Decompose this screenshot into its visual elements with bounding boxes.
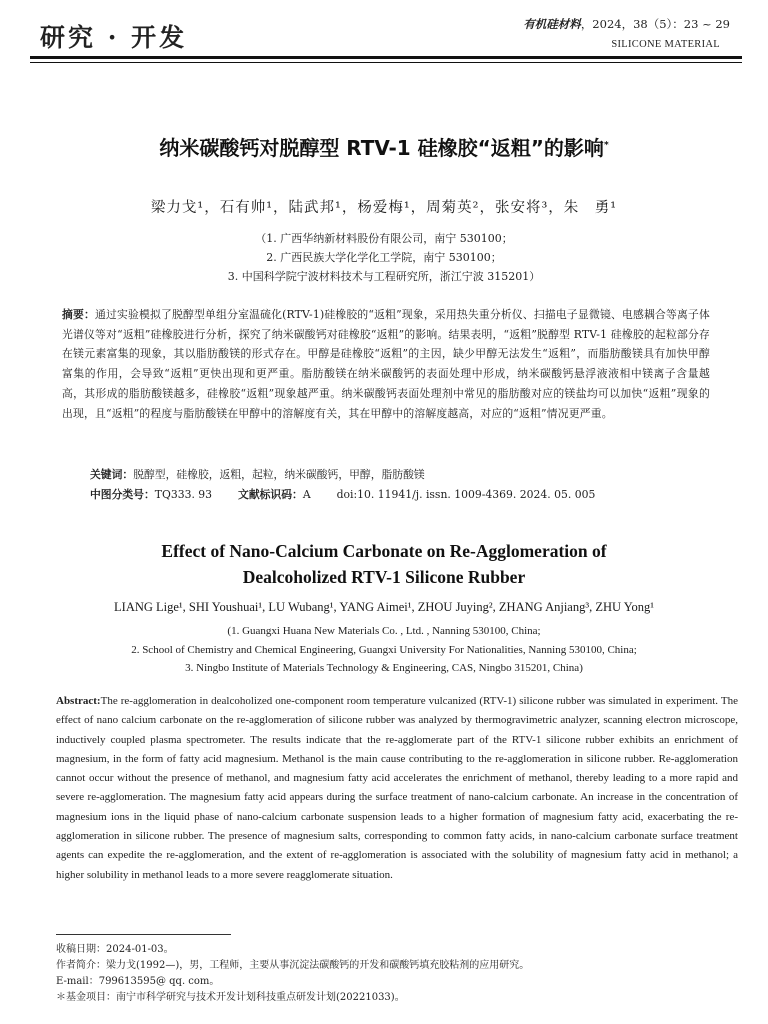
abstract-cn bbox=[62, 305, 710, 423]
section-label: 研究 · 开发 bbox=[40, 23, 188, 52]
footnote-funding: ＊基金项目：南宁市科学研究与技术开发计划科技重点研发计划(20221033)。 bbox=[56, 992, 405, 1003]
authors-cn: 梁力戈¹，石有帅¹，陆武邦¹，杨爱梅¹，周菊英²，张安将³，朱 勇¹ bbox=[150, 200, 618, 216]
journal-citation bbox=[523, 16, 730, 32]
abstract-label-cn: 摘要： bbox=[62, 308, 96, 321]
title-en-line-1: Effect of Nano-Calcium Carbonate on Re-Agglomeration of bbox=[161, 541, 607, 561]
clc-label: 中图分类号： bbox=[90, 488, 155, 501]
abstract-text-cn: 通过实验模拟了脱醇型单组分室温硫化(RTV-1)硅橡胶的“返粗”现象，采用热失重分析仪、扫描电子显微镜、电感耦合等离子体光谱仪等对“返粗”硅橡胶进行分析，探究了纳米碳酸钙对硅橡胶“返粗”的影响。结果表明，“返粗”脱醇型 RTV-1 硅橡胶的起粒部分存在镁元素富集的现象，其以脂肪酸镁的形式存在。甲醇是硅橡胶“返粗”的主因，缺少甲醇无法发生“返粗”，而脂肪酸镁具有加快甲醇富集的作用，会导致“返粗”更快出现和更严重。脂肪酸镁在纳米碳酸钙的表面处理中形成，纳米碳酸钙悬浮液液相中镁离子含量越高，其形成的脂肪酸镁越多，硅橡胶“返粗”现象越严重。纳米碳酸钙表面处理剂中常见的脂肪酸对应的镁盐均可以加快“返粗”现象的出现，且“返粗”的程度与脂肪酸镁在甲醇中的溶解度有关，其在甲醇中的溶解度越高，对应的“返粗”情况更严重。 bbox=[62, 308, 710, 420]
doccode-label: 文献标识码： bbox=[238, 488, 303, 501]
affiliation-en-3: 3. Ningbo Institute of Materials Technology & Engineering, CAS, Ningbo 315201, China) bbox=[185, 662, 583, 674]
abstract-text-en: The re-agglomeration in dealcoholized one-component room temperature vulcanized (RTV-1) silicone rubber was simulated in experiment. The effect of nano calcium carbonate on the re-agglomeration of silicone rubber was analyzed by thermogravimetric analyzer, scanning electron microscope, inductively coupled plasma spectrometer. The results indicate that the re-agglomerate part of the RTV-1 silicone rubber exhibits an enrichment of magnesium, in the form of fatty acid magnesium. Methanol is the main cause contributing to the re-agglomeration in silicone rubber. Re-agglomeration cannot occur without the presence of methanol, and magnesium fatty acid accelerates the enrichment of methanol, thereby leading to a more rapid and severe re-agglomeration. The magnesium fatty acid appears during the surface treatment of nano-calcium carbonate. An increase in the concentration of magnesium ions in the liquid phase of nano-calcium carbonate suspension leads to a higher formation of magnesium fatty acid, exacerbating the re-agglomeration in silicone rubber. The presence of magnesium salts, corresponding to common fatty acids, in nano-calcium carbonate surface treatment agents can expedite the re-agglomeration, and the extent of re-agglomeration is associated with the solubility of magnesium fatty acid in methanol; a higher solubility in methanol leads to a more severe reagglomerate situation. bbox=[56, 695, 738, 881]
classification-line bbox=[90, 487, 595, 502]
doi-text[interactable]: doi:10. 11941/j. issn. 1009-4369. 2024. 05. 005 bbox=[336, 488, 596, 501]
affiliation-cn-3: 3. 中国科学院宁波材料技术与工程研究所，浙江宁波 315201） bbox=[227, 270, 541, 283]
paper-title-en bbox=[0, 538, 768, 590]
footnote-rule bbox=[56, 934, 231, 935]
footnote-received: 收稿日期：2024-01-03。 bbox=[56, 944, 174, 955]
header-rule-thick bbox=[30, 56, 742, 59]
header-rule-thin bbox=[30, 62, 742, 63]
doccode-value: A bbox=[302, 488, 311, 501]
title-text-cn: 纳米碳酸钙对脱醇型 RTV-1 硅橡胶“返粗”的影响 bbox=[159, 136, 604, 160]
affiliation-cn-1: （1. 广西华纳新材料股份有限公司，南宁 530100； bbox=[255, 232, 513, 245]
clc-value: TQ333. 93 bbox=[154, 488, 213, 501]
keywords-cn bbox=[90, 467, 425, 482]
journal-name-cn: 有机硅材料 bbox=[523, 17, 581, 31]
journal-issue: ，2024，38（5）：23 ~ 29 bbox=[580, 17, 730, 31]
keywords-text-cn: 脱醇型，硅橡胶，返粗，起粒，纳米碳酸钙，甲醇，脂肪酸镁 bbox=[133, 468, 425, 481]
abstract-en bbox=[56, 692, 738, 885]
authors-en: LIANG Lige¹, SHI Youshuai¹, LU Wubang¹, YANG Aimei¹, ZHOU Juying², ZHANG Anjiang³, ZHU Yong¹ bbox=[114, 600, 654, 614]
journal-name-en: SILICONE MATERIAL bbox=[611, 39, 720, 50]
abstract-label-en: Abstract: bbox=[56, 695, 101, 707]
footnote-author-bio: 作者简介：梁力戈(1992—)，男，工程师，主要从事沉淀法碳酸钙的开发和碳酸钙填充胶粘剂的应用研究。 bbox=[56, 960, 530, 971]
affiliation-cn-2: 2. 广西民族大学化学化工学院，南宁 530100； bbox=[266, 251, 502, 264]
footnote-email[interactable]: E-mail：799613595@ qq. com。 bbox=[56, 976, 220, 987]
keywords-label-cn: 关键词： bbox=[90, 468, 134, 481]
affiliation-en-1: (1. Guangxi Huana New Materials Co. , Ltd. , Nanning 530100, China; bbox=[227, 625, 541, 637]
affiliation-en-2: 2. School of Chemistry and Chemical Engineering, Guangxi University For Nationalities, Nanning 530100, China; bbox=[131, 644, 637, 656]
title-footnote-mark: * bbox=[603, 140, 609, 151]
title-en-line-2: Dealcoholized RTV-1 Silicone Rubber bbox=[242, 567, 526, 587]
paper-title-cn bbox=[0, 132, 768, 161]
